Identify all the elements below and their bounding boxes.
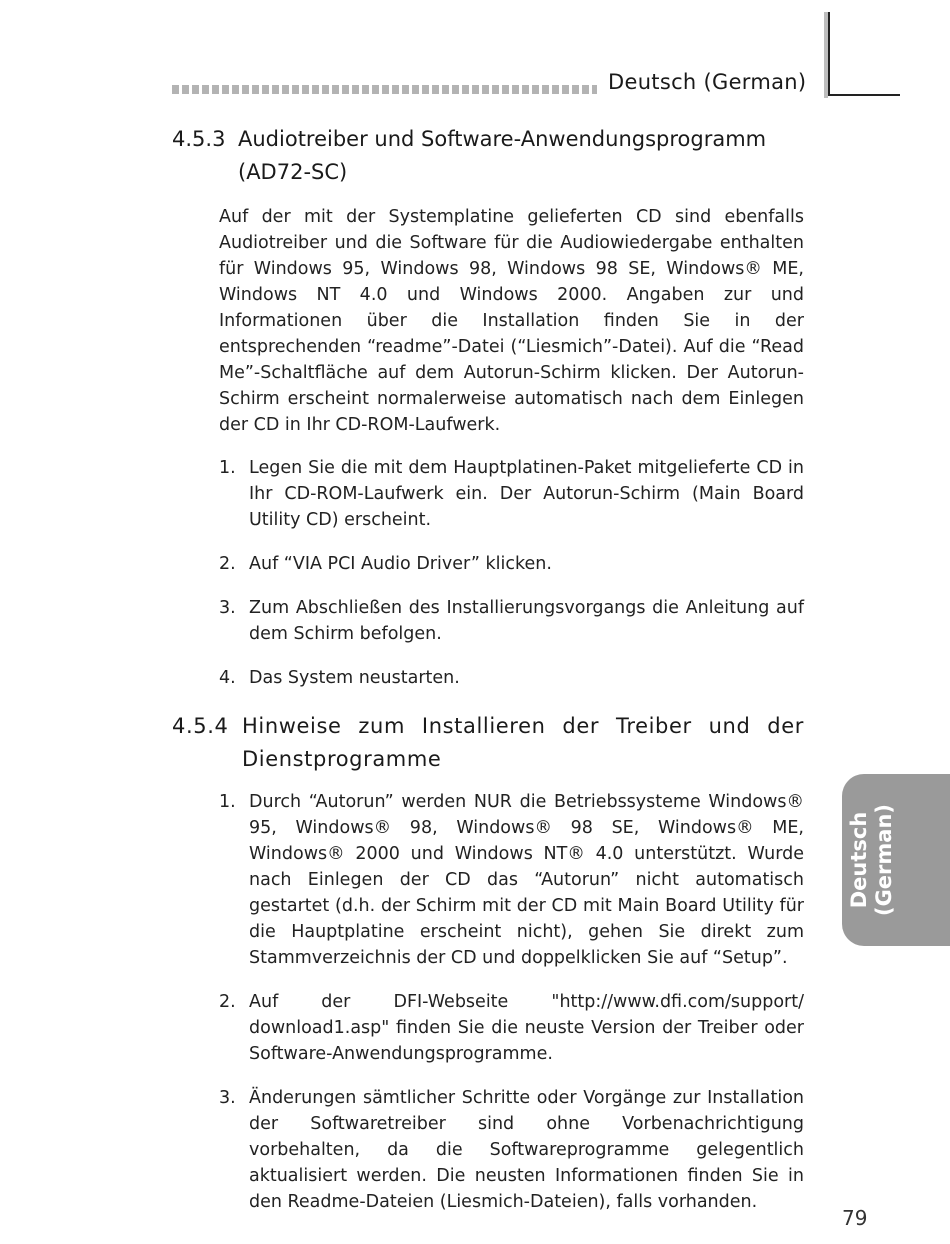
side-tab-line2: (German): [872, 803, 896, 917]
list-item: [219, 789, 804, 971]
list-item: [219, 1085, 804, 1215]
list-item-text: Zum Abschließen des Installierungsvorgangs die Anleitung auf dem Schirm befolgen.: [249, 598, 804, 644]
section-number: 4.5.4: [172, 714, 229, 738]
side-tab-label: [847, 804, 897, 916]
list-item-number: 2.: [219, 554, 236, 574]
list-item-number: 4.: [219, 668, 236, 688]
corner-mark-horizontal: [828, 94, 900, 96]
section-title-line2: (AD72-SC): [238, 160, 348, 184]
list-item: [219, 989, 804, 1067]
section-number: 4.5.3: [172, 127, 226, 151]
side-tab-line1: Deutsch: [847, 811, 871, 909]
installation-steps: [219, 455, 804, 709]
page-number: 79: [842, 1206, 868, 1230]
list-item-number: 1.: [219, 792, 236, 812]
section-title: Hinweise zum Installieren der Treiber und der Dienstprogramme: [242, 714, 804, 771]
driver-notes: [219, 789, 804, 1233]
list-item-number: 3.: [219, 1088, 236, 1108]
list-item-text: Auf der DFI-Webseite "http://www.dfi.com/support/ download1.asp" finden Sie die neuste Version der Treiber oder Software-Anwendungsprogramme.: [249, 992, 804, 1064]
section-heading-4-5-4: [172, 710, 804, 776]
corner-mark-vertical: [828, 12, 830, 96]
section-heading-4-5-3: [172, 123, 804, 189]
list-item: [219, 455, 804, 533]
list-item-number: 3.: [219, 598, 236, 618]
list-item-text: Durch “Autorun” werden NUR die Betriebssysteme Windows® 95, Windows® 98, Windows® 98 SE, Windows® ME, Windows® 2000 und Windows NT® 4.0 unterstützt. Wurde nach Einlegen der CD das “Autorun” nicht automatisch gestartet (d.h. der Schirm mit der CD mit Main Board Utility für die Hauptplatine erscheint nicht), gehen Sie direkt zum Stammverzeichnis der CD und doppelklicken Sie auf “Setup”.: [249, 792, 804, 968]
list-item-text: Das System neustarten.: [249, 668, 460, 688]
language-side-tab: [842, 774, 950, 946]
list-item: [219, 551, 804, 577]
list-item-number: 2.: [219, 992, 236, 1012]
list-item-text: Legen Sie die mit dem Hauptplatinen-Paket mitgelieferte CD in Ihr CD-ROM-Laufwerk ein. Der Autorun-Schirm (Main Board Utility CD) erscheint.: [249, 458, 804, 530]
list-item: [219, 595, 804, 647]
header-dotted-rule: [172, 85, 597, 94]
list-item: [219, 665, 804, 691]
list-item-number: 1.: [219, 458, 236, 478]
list-item-text: Änderungen sämtlicher Schritte oder Vorgänge zur Installation der Softwaretreiber sind ohne Vorbenachrichtigung vorbehalten, da die Softwareprogramme gelegentlich aktualisiert werden. Die neusten Informationen finden Sie in den Readme-Dateien (Liesmich-Dateien), falls vorhanden.: [249, 1088, 804, 1212]
section-paragraph: Auf der mit der Systemplatine gelieferten CD sind ebenfalls Audiotreiber und die Software für die Audiowiedergabe enthalten für Windows 95, Windows 98, Windows 98 SE, Windows® ME, Windows NT 4.0 und Windows 2000. Angaben zur und Informationen über die Installation finden Sie in der entsprechenden “readme”-Datei (“Liesmich”-Datei). Auf die “Read Me”-Schaltfläche auf dem Autorun-Schirm klicken. Der Autorun-Schirm erscheint normalerweise automatisch nach dem Einlegen der CD in Ihr CD-ROM-Laufwerk.: [219, 207, 804, 435]
list-item-text: Auf “VIA PCI Audio Driver” klicken.: [249, 554, 552, 574]
section-title-line1: Audiotreiber und Software-Anwendungsprogramm: [238, 127, 767, 151]
header-title: Deutsch (German): [608, 70, 807, 94]
